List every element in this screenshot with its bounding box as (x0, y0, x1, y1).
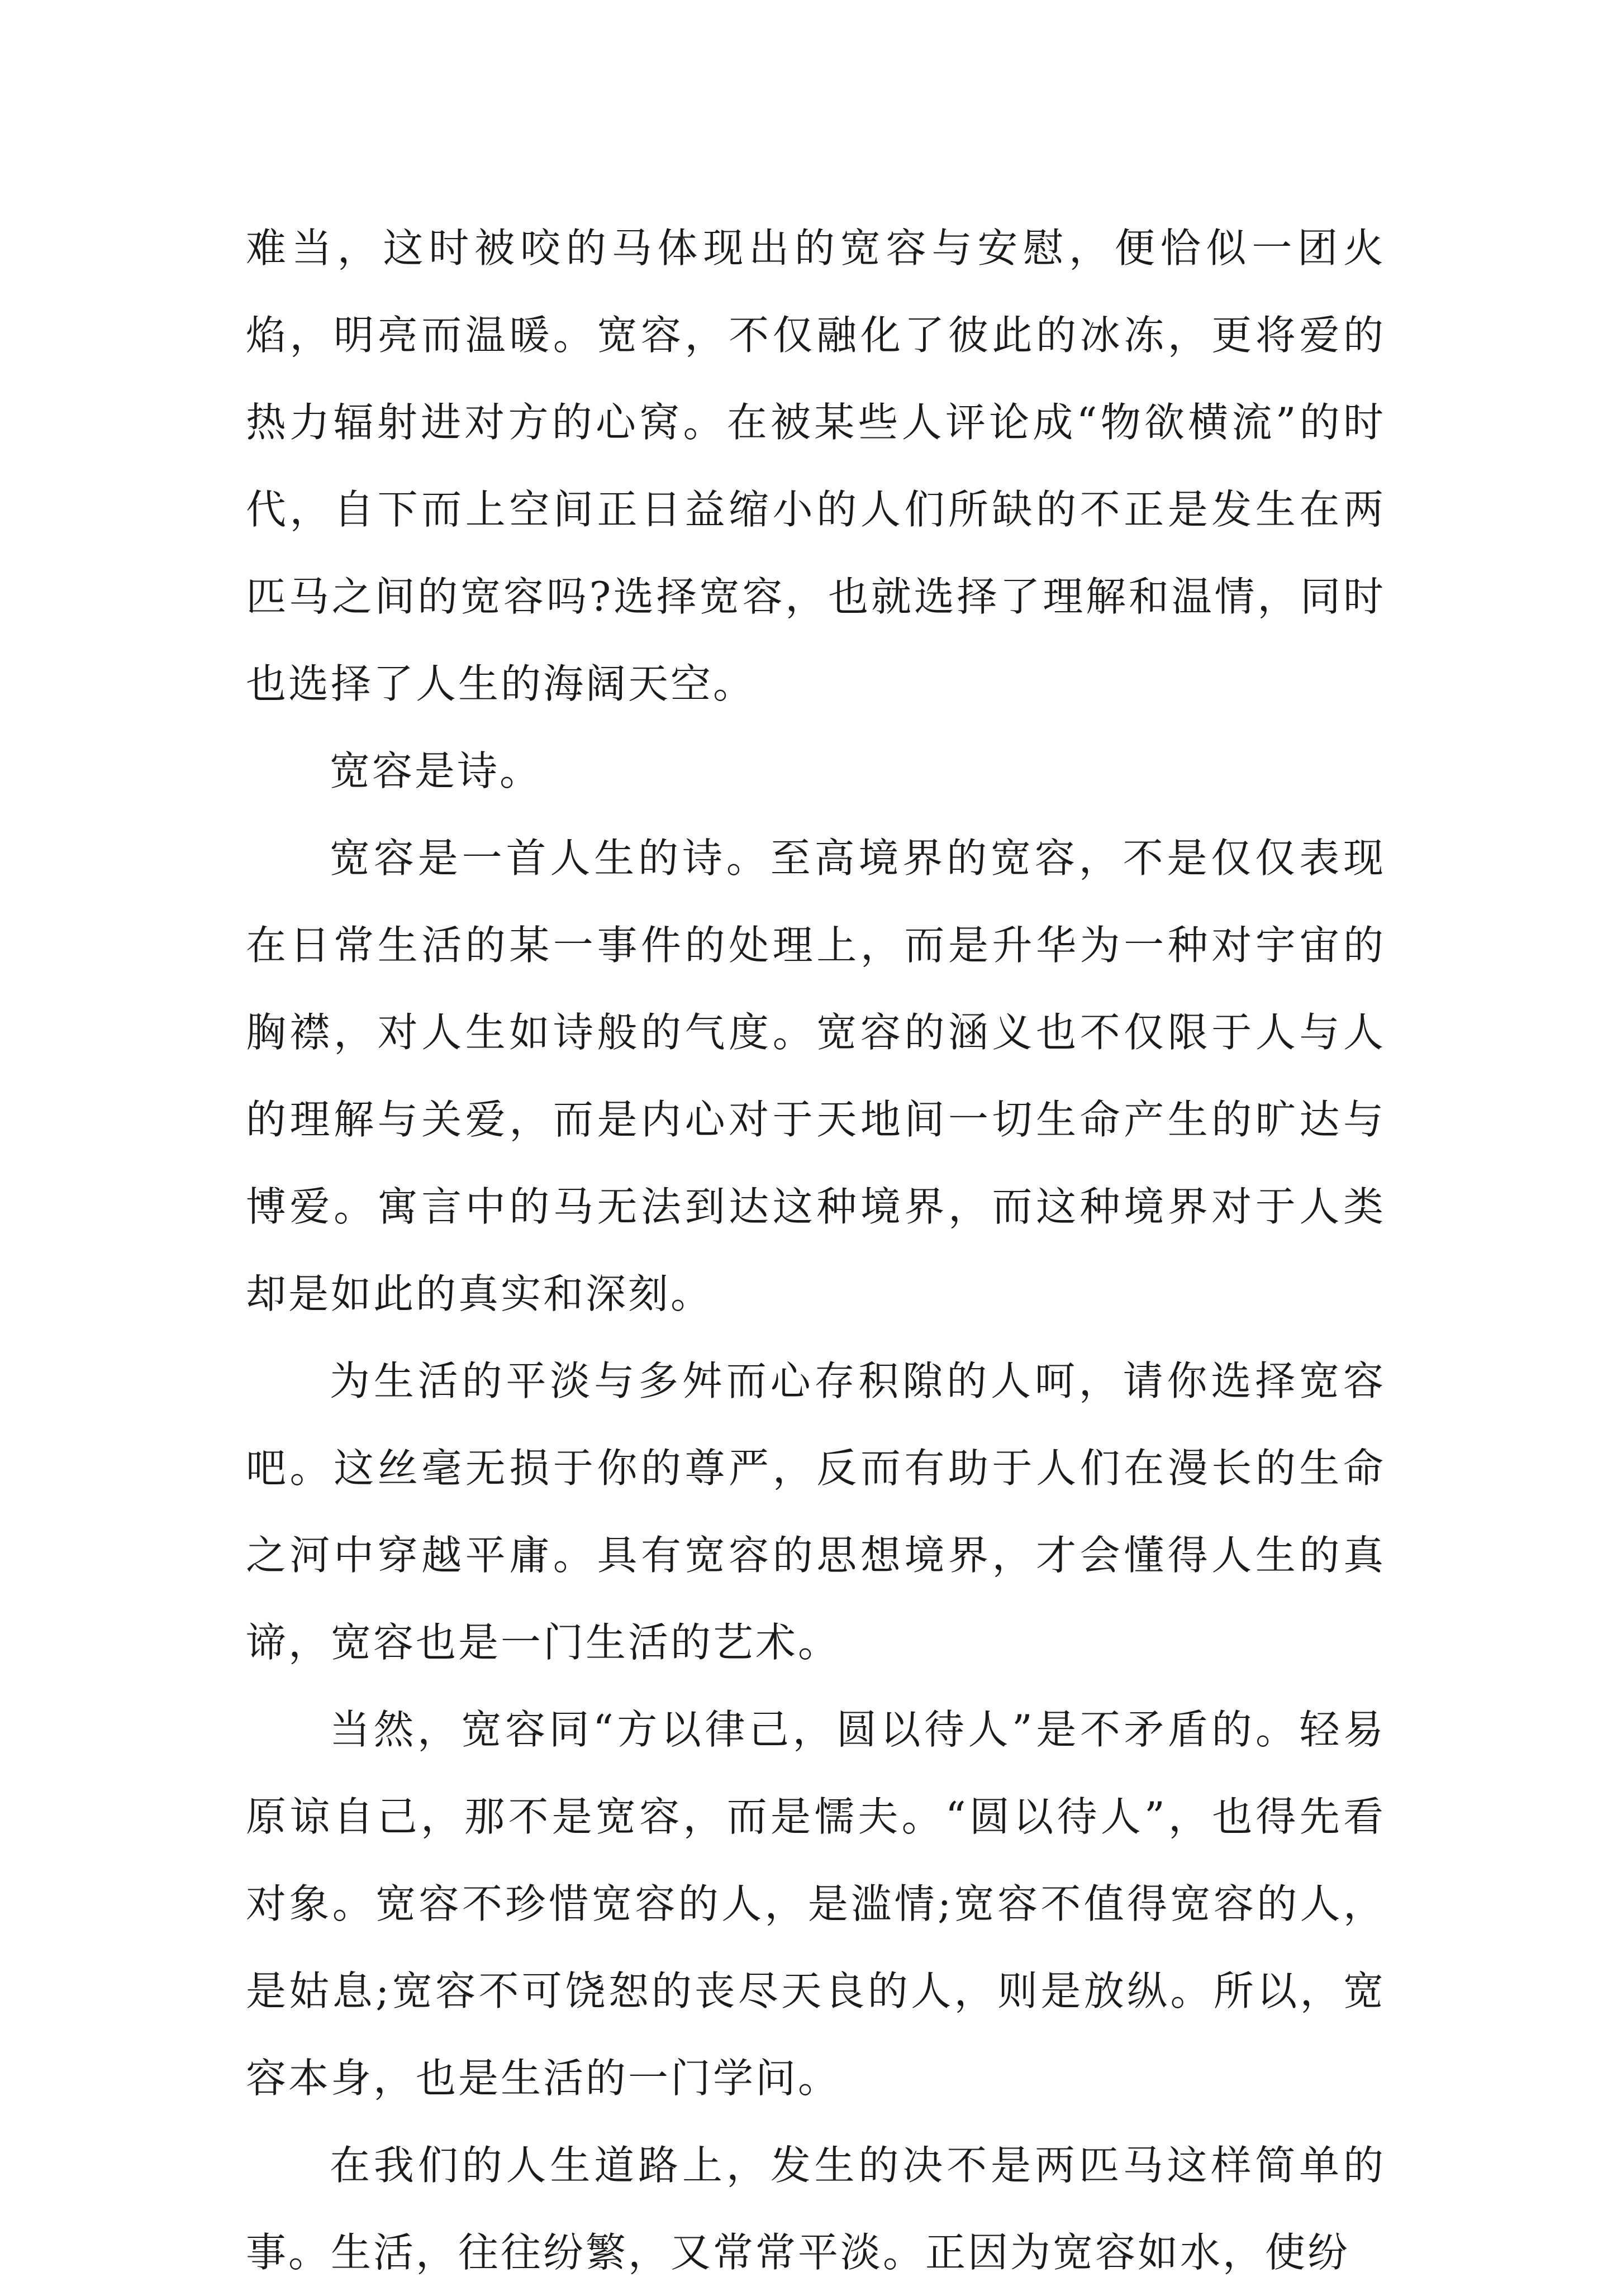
paragraph-tolerance-limits: 当然，宽容同“方以律己，圆以待人”是不矛盾的。轻易原谅自己，那不是宽容，而是懦夫。“圆以待人”，也得先看对象。宽容不珍惜宽容的人，是滥情;宽容不值得宽容的人，是姑息;宽容不可饶恕的丧尽天良的人，则是放纵。所以，宽容本身，也是生活的一门学问。 (246, 1706, 1386, 2102)
document-body (246, 204, 1386, 2296)
paragraph-choose-tolerance: 为生活的平淡与多舛而心存积隙的人呵，请你选择宽容吧。这丝毫无损于你的尊严，反而有助于人们在漫长的生命之河中穿越平庸。具有宽容的思想境界，才会懂得人生的真谛，宽容也是一门生活的艺术。 (246, 1357, 1386, 1666)
paragraph-life-path: 在我们的人生道路上，发生的决不是两匹马这样简单的事。生活，往往纷繁，又常常平淡。正因为宽容如水，使纷 (246, 2142, 1386, 2276)
paragraph-poem-of-life: 宽容是一首人生的诗。至高境界的宽容，不是仅仅表现在日常生活的某一事件的处理上，而是升华为一种对宇宙的胸襟，对人生如诗般的气度。宽容的涵义也不仅限于人与人的理解与关爱，而是内心对于天地间一切生命产生的旷达与博爱。寓言中的马无法到达这种境界，而这种境界对于人类却是如此的真实和深刻。 (246, 835, 1386, 1317)
paragraph-heading-poem: 宽容是诗。 (330, 747, 543, 794)
paragraph-continuation: 难当，这时被咬的马体现出的宽容与安慰，便恰似一团火焰，明亮而温暖。宽容，不仅融化了彼此的冰冻，更将爱的热力辐射进对方的心窝。在被某些人评论成“物欲横流”的时代，自下而上空间正日益缩小的人们所缺的不正是发生在两匹马之间的宽容吗?选择宽容，也就选择了理解和温情，同时也选择了人生的海阔天空。 (246, 225, 1386, 707)
